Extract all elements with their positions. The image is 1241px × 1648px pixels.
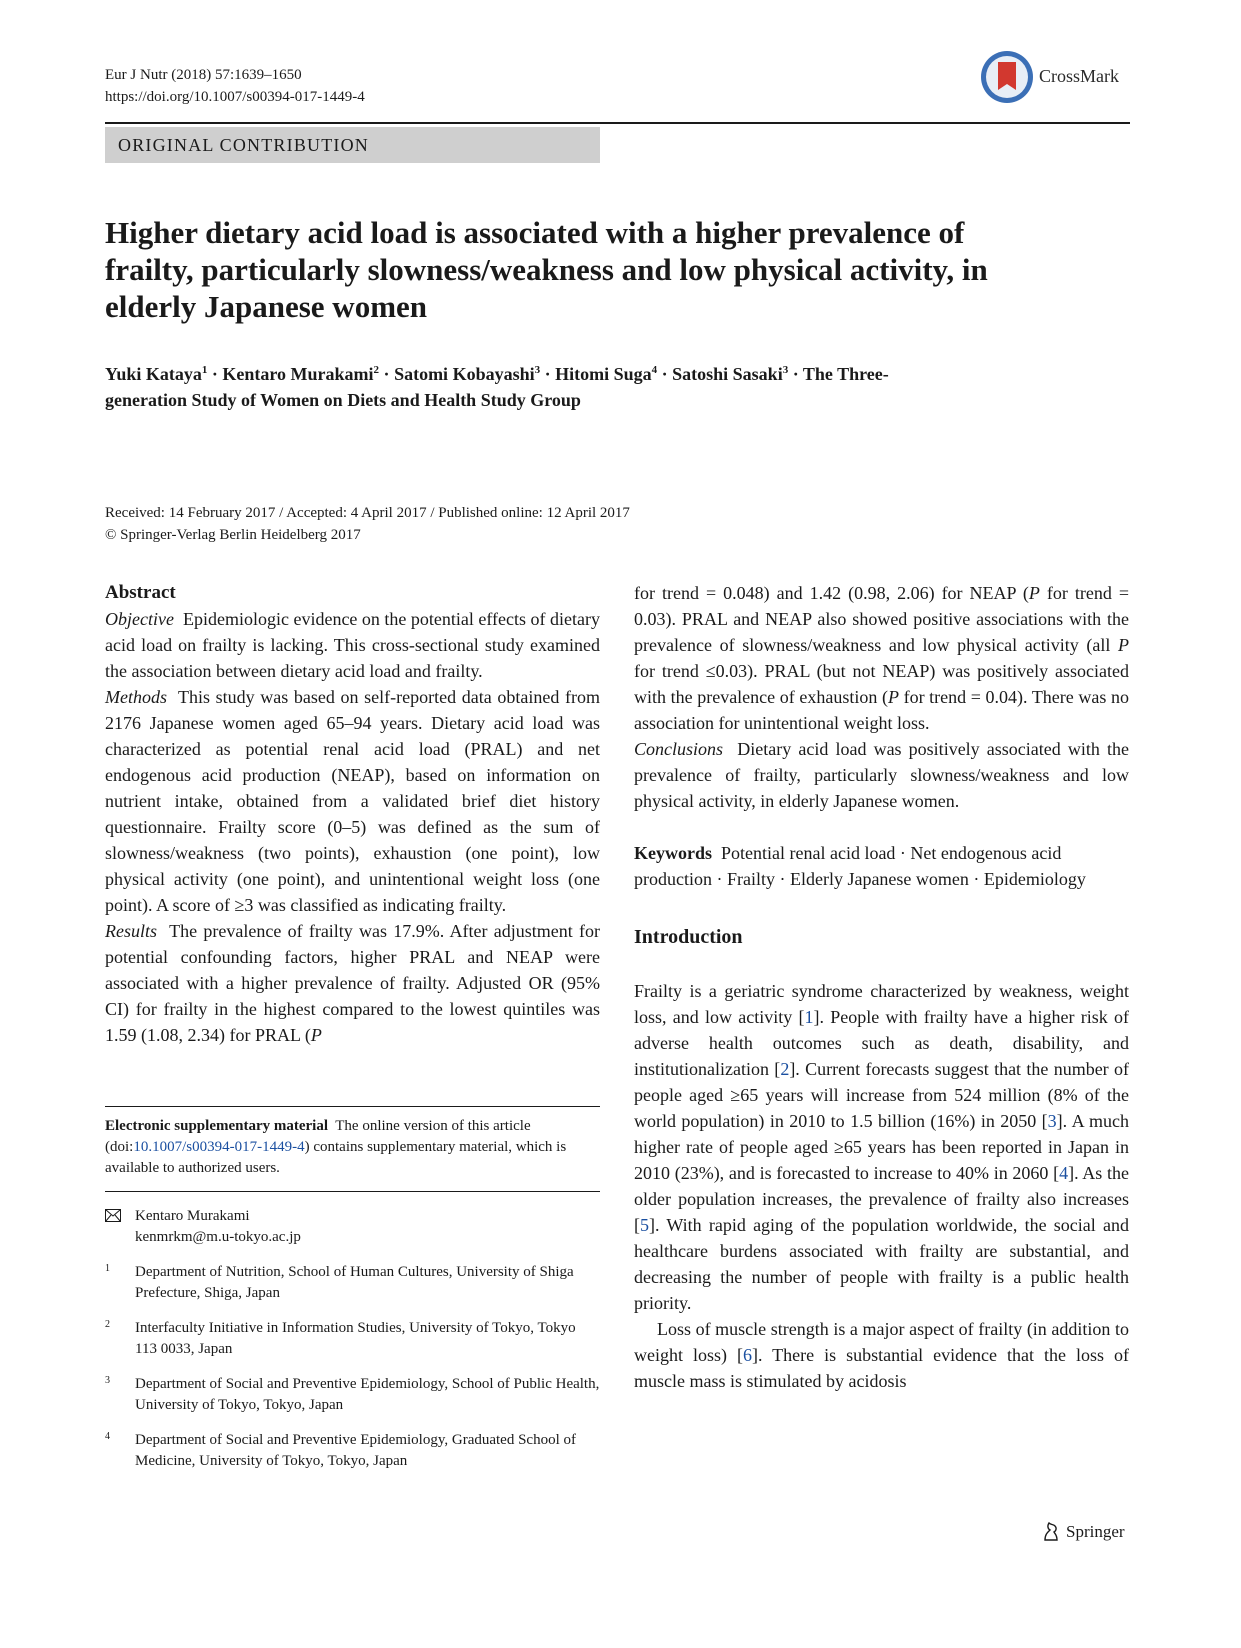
author-name[interactable]: Kentaro Murakami — [222, 364, 374, 384]
journal-citation: Eur J Nutr (2018) 57:1639–1650 — [105, 67, 302, 83]
author-name[interactable]: Satoshi Sasaki — [672, 364, 783, 384]
affiliation-text: Department of Social and Preventive Epidemiology, Graduated School of Medicine, University of Tokyo, Tokyo, Japan — [135, 1432, 576, 1469]
results-text: The prevalence of frailty was 17.9%. After adjustment for potential confounding factors, higher PRAL and NEAP were associated with a higher prevalence of frailty. Adjusted OR (95% CI) for frailty in the highest compared to the lowest quintiles was 1.59 (1.08, 2.34) for PRAL ( — [105, 921, 600, 1045]
results-text: for trend ≤0.03). PRAL (but not NEAP) was positively associated with the prevalence of exhaustion ( — [634, 661, 1129, 707]
affiliation-number: 4 — [105, 1431, 110, 1442]
intro-text: Frailty is a geriatric syndrome characterized by weakness, weight loss, and low activity [ — [634, 981, 1129, 1027]
citation-link[interactable]: 5 — [640, 1215, 649, 1235]
section-label-text: ORIGINAL CONTRIBUTION — [118, 135, 370, 155]
p-symbol: P — [1028, 583, 1040, 603]
abstract-methods — [105, 684, 600, 918]
intro-text: ]. As the older population increases, the prevalence of frailty also increases [ — [634, 1163, 1129, 1235]
header-rule — [105, 122, 1130, 124]
author-affiliation-mark: 1 — [201, 364, 208, 376]
author-list: Yuki Kataya$^1$ · Kentaro Murakami$^2$ · Satomi Kobayashi$^3$ · Hitomi Suga$^4$ · Satoshi Sasaki$^3$ · The Three-generation Study of Women on Diets and Health Study Group — [105, 364, 889, 410]
supplementary-doi-link[interactable]: 10.1007/s00394-017-1449-4 — [133, 1139, 305, 1155]
p-symbol: P — [1118, 635, 1129, 655]
author-affiliation-mark: 3 — [534, 364, 541, 376]
springer-label: Springer — [1066, 1522, 1125, 1541]
article-doi-link[interactable]: https://doi.org/10.1007/s00394-017-1449-4 — [105, 89, 365, 105]
crossmark-label: CrossMark — [1039, 66, 1119, 86]
crossmark-icon — [980, 50, 1034, 104]
intro-text: ]. With rapid aging of the population worldwide, the social and healthcare burdens associated with frailty are substantial, and decreasing the number of people with frailty is a public health priority. — [634, 1215, 1129, 1313]
springer-horse-icon — [1040, 1520, 1062, 1542]
footnote-area — [105, 1116, 600, 1472]
affiliation-text: Interfaculty Initiative in Information Studies, University of Tokyo, Tokyo 113 0033, Japan — [135, 1320, 576, 1357]
citation-link[interactable]: 6 — [742, 1345, 752, 1365]
keywords-text: Potential renal acid load · Net endogenous acid production · Frailty · Elderly Japanese women · Epidemiology — [634, 843, 1086, 889]
corresponding-author-name: Kentaro Murakami — [135, 1208, 250, 1224]
affiliation-2 — [105, 1318, 600, 1360]
objective-label: Objective — [105, 609, 174, 629]
affiliation-number: 3 — [105, 1375, 110, 1386]
author-affiliation-mark: 2 — [373, 364, 380, 376]
section-label — [105, 127, 600, 163]
author-name[interactable]: Hitomi Suga — [555, 364, 652, 384]
introduction-paragraph-2 — [634, 1316, 1129, 1394]
supplementary-note — [105, 1116, 600, 1179]
affiliation-text: Department of Social and Preventive Epidemiology, School of Public Health, University of Tokyo, Tokyo, Japan — [135, 1376, 600, 1413]
objective-text: Epidemiologic evidence on the potential effects of dietary acid load on frailty is lacking. This cross-sectional study examined the association between dietary acid load and frailty. — [105, 609, 601, 681]
publication-dates — [105, 502, 630, 546]
affiliation-number: 2 — [105, 1319, 110, 1330]
intro-text: ]. A much higher rate of people aged ≥65 years has been reported in Japan in 2010 (23%), and is forecasted to increase to 40% in 2060 [ — [634, 1111, 1130, 1183]
correspondence — [105, 1206, 600, 1248]
abstract-conclusions — [634, 736, 1129, 814]
author-affiliation-mark: 4 — [651, 364, 658, 376]
author-affiliation-mark: 3 — [782, 364, 789, 376]
supplementary-text: ) contains supplementary material, which is available to authorized users. — [105, 1139, 567, 1176]
copyright-line: © Springer-Verlag Berlin Heidelberg 2017 — [105, 527, 361, 543]
citation-link[interactable]: 3 — [1047, 1111, 1057, 1131]
abstract-heading: Abstract — [105, 582, 176, 603]
article-title: Higher dietary acid load is associated with a higher prevalence of frailty, particularly slowness/weakness and low physical activity, in elderly Japanese women — [105, 215, 988, 324]
footnote-rule — [105, 1106, 600, 1107]
group-author: The Three-generation Study of Women on Diets and Health Study Group — [105, 364, 889, 410]
author-name[interactable]: Yuki Kataya — [105, 364, 202, 384]
results-label: Results — [105, 921, 157, 941]
springer-logo — [1040, 1520, 1130, 1544]
citation-link[interactable]: 1 — [804, 1007, 814, 1027]
abstract-results — [105, 918, 600, 1048]
corresponding-author-email[interactable]: kenmrkm@m.u-tokyo.ac.jp — [135, 1229, 301, 1245]
footnote-rule-2 — [105, 1191, 600, 1192]
affiliation-3 — [105, 1374, 600, 1416]
abstract-results-continued — [634, 580, 1129, 736]
abstract-left-column — [105, 580, 600, 1048]
p-symbol: P — [887, 687, 899, 707]
intro-text: Loss of muscle strength is a major aspect of frailty (in addition to weight loss) [ — [634, 1319, 1129, 1365]
methods-text: This study was based on self-reported data obtained from 2176 Japanese women aged 65–94 years. Dietary acid load was characterized as potential renal acid load (PRAL) and net endogenous acid production (NEAP), based on information on nutrient intake, obtained from a validated brief diet history questionnaire. Frailty score (0–5) was defined as the sum of slowness/weakness (two points), exhaustion (one point), low physical activity (one point), and unintentional weight loss (one point). A score of ≥3 was classified as indicating frailty. — [105, 687, 600, 915]
citation-link[interactable]: 2 — [780, 1059, 790, 1079]
intro-text: ]. People with frailty have a higher risk of adverse health outcomes such as death, disability, and institutionalization [ — [634, 1007, 1129, 1079]
abstract-objective — [105, 606, 600, 684]
conclusions-text: Dietary acid load was positively associated with the prevalence of frailty, particularly slowness/weakness and low physical activity, in elderly Japanese women. — [634, 739, 1129, 811]
affiliation-4 — [105, 1430, 600, 1472]
affiliation-text: Department of Nutrition, School of Human Cultures, University of Shiga Prefecture, Shiga, Japan — [135, 1264, 574, 1301]
mail-icon — [105, 1209, 121, 1222]
conclusions-label: Conclusions — [634, 739, 724, 759]
keywords-label: Keywords — [634, 843, 712, 863]
p-symbol: P — [310, 1025, 322, 1045]
journal-header — [105, 64, 365, 108]
affiliation-1 — [105, 1262, 600, 1304]
right-column — [634, 580, 1129, 1394]
intro-text: ]. There is substantial evidence that the loss of muscle mass is stimulated by acidosis — [634, 1345, 1129, 1391]
introduction-heading: Introduction — [634, 926, 743, 948]
crossmark-badge[interactable] — [980, 50, 1130, 106]
author-name[interactable]: Satomi Kobayashi — [394, 364, 535, 384]
supplementary-text: The online version of this article (doi: — [105, 1118, 531, 1155]
affiliation-number: 1 — [105, 1263, 110, 1274]
introduction-paragraph-1 — [634, 978, 1129, 1316]
intro-text: ]. Current forecasts suggest that the number of people aged ≥65 years will increase from 524 million (8% of the world population) in 2010 to 1.5 billion (16%) in 2050 [ — [634, 1059, 1130, 1131]
results-text: for trend = 0.04). There was no association for unintentional weight loss. — [634, 687, 1129, 733]
supplementary-label: Electronic supplementary material — [105, 1118, 329, 1134]
keywords — [634, 840, 1129, 892]
results-text: for trend = 0.048) and 1.42 (0.98, 2.06) for NEAP ( — [634, 583, 1029, 603]
methods-label: Methods — [105, 687, 167, 707]
results-text: for trend = 0.03). PRAL and NEAP also showed positive associations with the prevalence of slowness/weakness and low physical activity (all — [634, 583, 1130, 655]
dates-line: Received: 14 February 2017 / Accepted: 4 April 2017 / Published online: 12 April 2017 — [105, 505, 630, 521]
citation-link[interactable]: 4 — [1059, 1163, 1069, 1183]
